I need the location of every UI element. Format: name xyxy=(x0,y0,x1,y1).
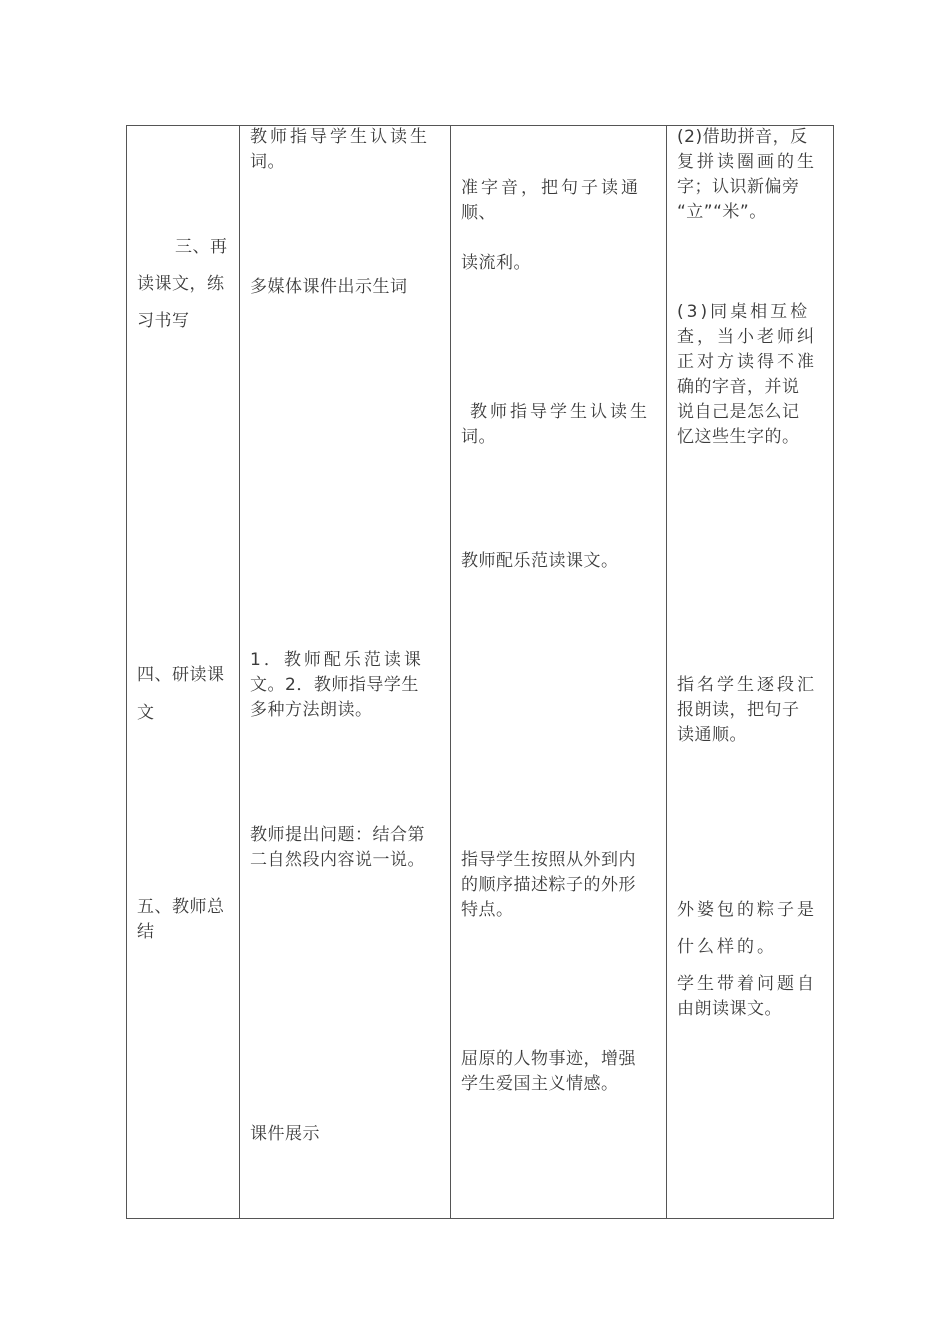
text-line: 学生带着问题自 xyxy=(677,974,817,994)
text-line: 屈原的人物事迹，增强 xyxy=(461,1049,636,1069)
heading-line: 三、再 xyxy=(175,237,228,257)
text-line: 说自己是怎么记 xyxy=(677,402,800,422)
text-line: 多种方法朗读。 xyxy=(250,700,373,720)
text-line: 准字音，把句子读通 xyxy=(461,178,641,198)
text-line: 复拼读圈画的生 xyxy=(677,152,817,172)
text-line: 学生爱国主义情感。 xyxy=(461,1074,619,1094)
text-line: 1．教师配乐范读课 xyxy=(250,650,424,670)
text-line: 二自然段内容说一说。 xyxy=(250,850,425,870)
text-line: 查，当小老师纠 xyxy=(677,327,817,347)
heading-line: 五、教师总 xyxy=(137,897,225,917)
text-line: 词。 xyxy=(250,152,285,172)
text-line: 正对方读得不准 xyxy=(677,352,817,372)
text-line: 指名学生逐段汇 xyxy=(677,675,817,695)
courseware-note: 课件展示 xyxy=(250,1124,320,1144)
text-line: 读通顺。 xyxy=(677,725,747,745)
text-line: 顺、 xyxy=(461,203,496,223)
text-line: 教师提出问题：结合第 xyxy=(250,825,425,845)
text-line: 文。2．教师指导学生 xyxy=(250,675,419,695)
text-line: 由朗读课文。 xyxy=(677,999,782,1019)
heading-line: 读课文，练 xyxy=(137,274,225,294)
multimedia-note: 多媒体课件出示生词 xyxy=(250,277,408,297)
text-line: 特点。 xyxy=(461,900,514,920)
text-line: (3)同桌相互检 xyxy=(677,302,811,322)
music-read: 教师配乐范读课文。 xyxy=(461,551,619,571)
text-line: 教师指导学生认读生 xyxy=(470,402,650,422)
text-line: 指导学生按照从外到内 xyxy=(461,850,636,870)
text-line: 外婆包的粽子是 xyxy=(677,900,817,920)
heading-line: 结 xyxy=(137,922,155,942)
text-line: 确的字音，并说 xyxy=(677,377,800,397)
column-divider xyxy=(450,125,451,1219)
text-line: 词。 xyxy=(461,427,496,447)
heading-line: 文 xyxy=(137,703,155,723)
text-line: (2)借助拼音，反 xyxy=(677,127,808,147)
text-line: 字；认识新偏旁 xyxy=(677,177,800,197)
heading-line: 习书写 xyxy=(137,311,190,331)
text-line: 报朗读，把句子 xyxy=(677,700,800,720)
heading-line: 四、研读课 xyxy=(137,665,225,685)
column-divider xyxy=(239,125,240,1219)
text-line: 的顺序描述粽子的外形 xyxy=(461,875,636,895)
text-line: 教师指导学生认读生 xyxy=(250,127,430,147)
text-line: 什么样的。 xyxy=(677,937,777,957)
text-line: “立”“米”。 xyxy=(677,202,767,222)
text-line: 忆这些生字的。 xyxy=(677,427,800,447)
fluent-read: 读流利。 xyxy=(461,253,531,273)
column-divider xyxy=(666,125,667,1219)
